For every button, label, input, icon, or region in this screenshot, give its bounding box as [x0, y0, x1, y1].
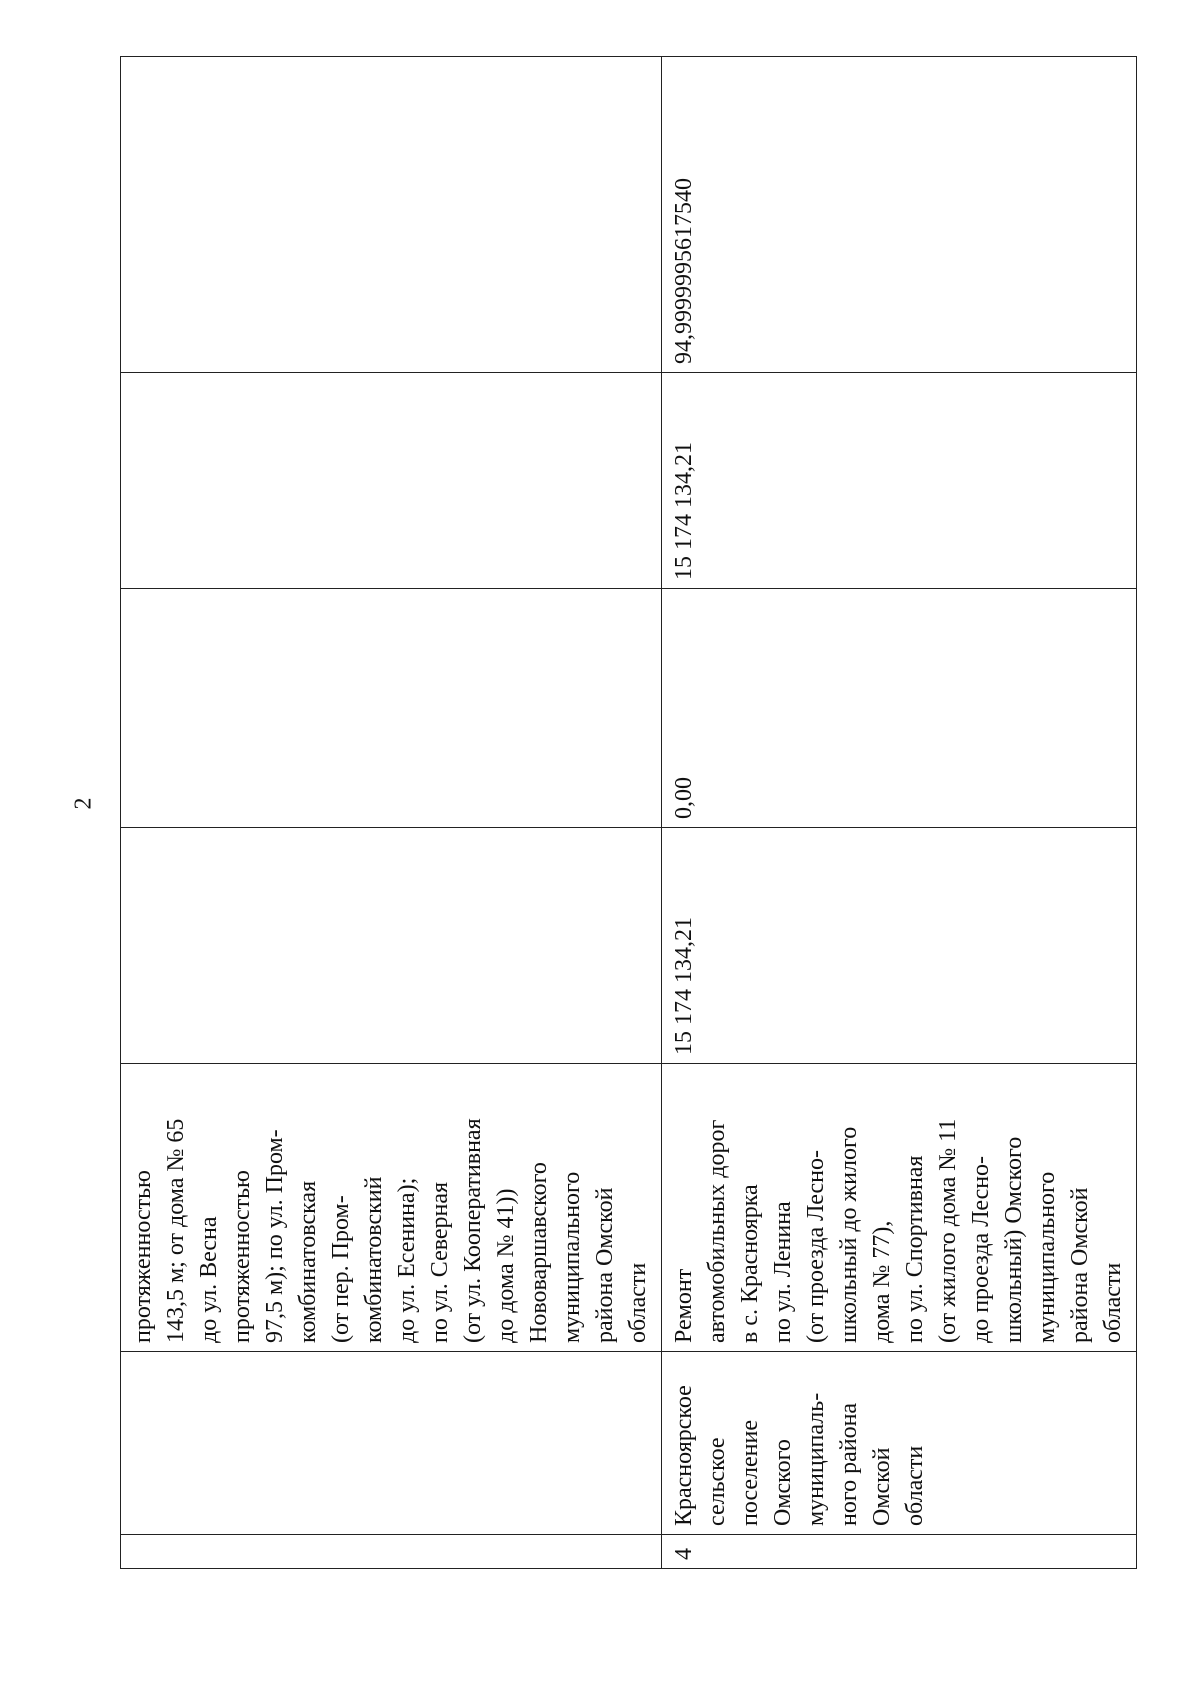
- cell-num: [121, 1535, 662, 1569]
- rotated-table-layer: [120, 57, 1126, 1569]
- cell-value2: [121, 589, 662, 828]
- cell-num: 4: [662, 1535, 1137, 1569]
- cell-value3: 15 174 134,21: [662, 373, 1137, 589]
- cell-value4: [121, 57, 662, 373]
- cell-value2: 0,00: [662, 589, 1137, 828]
- cell-description: протяженностью 143,5 м; от дома № 65 до ул. Весна протяженностью 97,5 м); по ул. Пром- комбинатовская (от пер. Пром- комбинатовский до ул. Есенина); по ул. Северная (от ул. Кооперативная до дома № 41)) Нововаршавского муниципального района Омской области: [121, 1064, 662, 1352]
- table-container: [120, 57, 1126, 1569]
- cell-description: Ремонт автомобильных дорог в с. Красноярка по ул. Ленина (от проезда Лесно- школьный до жилого дома № 77), по ул. Спортивная (от жилого дома № 11 до проезда Лесно- школьный) Омского муниципального района Омской области: [662, 1064, 1137, 1352]
- data-table: [120, 56, 1137, 1569]
- cell-value4: 94,9999995617540: [662, 57, 1137, 373]
- cell-value3: [121, 373, 662, 589]
- cell-value1: [121, 828, 662, 1064]
- table-row-item-4: [662, 57, 1137, 1569]
- table-row-continuation: [121, 57, 662, 1569]
- page-number: 2: [70, 797, 97, 810]
- cell-name: Красноярское сельское поселение Омского муниципаль- ного района Омской области: [662, 1352, 1137, 1535]
- cell-value1: 15 174 134,21: [662, 828, 1137, 1064]
- cell-name: [121, 1352, 662, 1535]
